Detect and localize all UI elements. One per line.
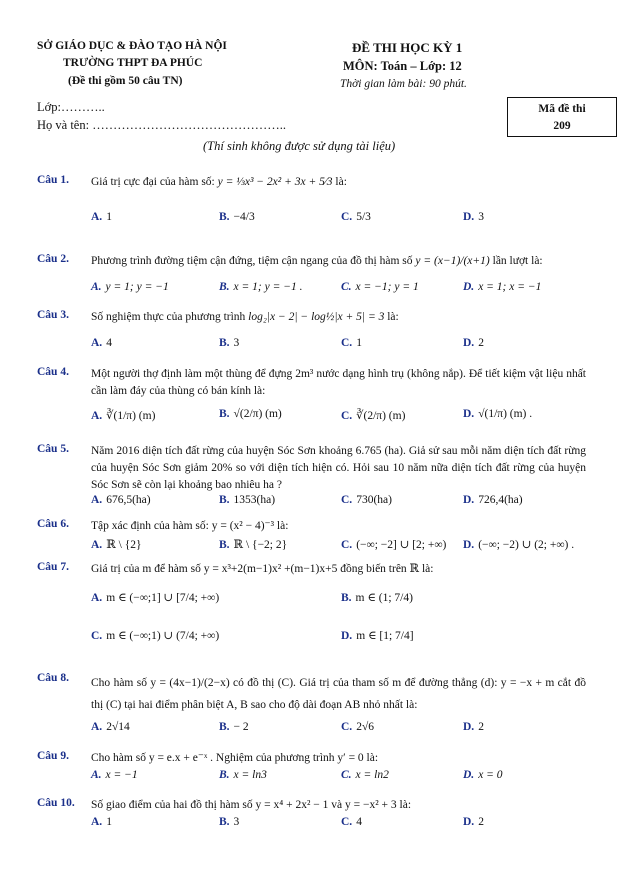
instruction: (Thí sinh không được sử dụng tài liệu) xyxy=(203,139,396,153)
option-value: 5/3 xyxy=(356,211,371,223)
option-value: x = 0 xyxy=(478,769,503,781)
option-a[interactable] xyxy=(91,494,151,506)
question-number: Câu 2. xyxy=(37,253,69,265)
option-letter: D. xyxy=(463,816,475,828)
option-value: x = 1; y = −1 . xyxy=(233,281,303,293)
question-text: Cho hàm số y = (4x−1)/(2−x) có đồ thị (C). Giá trị của tham số m để đường thẳng (d): y = −x + m cắt đồ thị (C) tại hai điểm phân biệt A, B sao cho độ dài đoạn AB nhỏ nhất là: xyxy=(91,677,586,711)
option-letter: C. xyxy=(91,630,103,642)
option-d[interactable] xyxy=(463,494,523,506)
option-value: √(2/π) (m) xyxy=(233,408,282,420)
option-value: 4 xyxy=(106,337,112,349)
option-a[interactable] xyxy=(91,408,155,422)
option-d[interactable] xyxy=(463,337,484,349)
option-value: 726,4(ha) xyxy=(478,494,523,506)
option-value: m ∈ [1; 7/4] xyxy=(356,630,414,642)
option-letter: B. xyxy=(219,337,230,349)
option-value: 2 xyxy=(478,816,484,828)
option-value: (−∞; −2) ∪ (2; +∞) . xyxy=(478,539,575,551)
option-letter: C. xyxy=(341,410,353,422)
option-c[interactable] xyxy=(341,816,362,828)
option-letter: B. xyxy=(219,408,230,420)
question-number: Câu 4. xyxy=(37,366,69,378)
question-number: Câu 8. xyxy=(37,672,69,684)
exam-title: ĐỀ THI HỌC KỲ 1 xyxy=(352,40,463,55)
option-letter: C. xyxy=(341,539,353,551)
question-number: Câu 10. xyxy=(37,797,75,809)
option-c[interactable] xyxy=(341,281,419,293)
exam-code-label: Mã đề thi xyxy=(538,103,586,115)
option-value: x = 1; x = −1 xyxy=(478,281,542,293)
name-label: Họ và tên: ……………………………………….. xyxy=(37,118,286,132)
option-d[interactable] xyxy=(463,816,484,828)
option-letter: D. xyxy=(463,769,475,781)
option-value: y = 1; y = −1 xyxy=(105,281,169,293)
option-c[interactable] xyxy=(341,769,389,781)
option-letter: B. xyxy=(219,539,230,551)
option-value: m ∈ (−∞;1) ∪ (7/4; +∞) xyxy=(106,630,220,642)
question-number: Câu 6. xyxy=(37,518,69,530)
option-value: −4/3 xyxy=(233,211,255,223)
option-letter: B. xyxy=(219,494,230,506)
option-d[interactable] xyxy=(463,537,574,551)
option-value: 1 xyxy=(106,816,112,828)
question-text: Tập xác định của hàm số: y = (x² − 4)⁻³ là: xyxy=(91,520,289,532)
question-number: Câu 1. xyxy=(37,174,69,186)
option-letter: C. xyxy=(341,494,353,506)
option-letter: A. xyxy=(91,539,103,551)
option-letter: C. xyxy=(341,721,353,733)
question-text: Cho hàm số y = e.x + e⁻ˣ . Nghiệm của phương trình y′ = 0 là: xyxy=(91,752,379,764)
option-value: 4 xyxy=(356,816,362,828)
option-b[interactable] xyxy=(219,408,282,420)
option-letter: A. xyxy=(91,592,103,604)
option-value: √(1/π) (m) . xyxy=(478,408,533,420)
option-letter: D. xyxy=(341,630,353,642)
option-value: 2 xyxy=(478,337,484,349)
option-letter: C. xyxy=(341,337,353,349)
option-letter: C. xyxy=(341,211,353,223)
option-a[interactable] xyxy=(91,721,130,733)
option-b[interactable] xyxy=(219,537,287,551)
option-letter: A. xyxy=(91,494,103,506)
option-letter: A. xyxy=(91,337,103,349)
question-number: Câu 3. xyxy=(37,309,69,321)
option-letter: C. xyxy=(341,769,352,781)
option-value: 1353(ha) xyxy=(233,494,276,506)
option-c[interactable] xyxy=(341,721,374,733)
question-formula: y = ⅓x³ − 2x² + 3x + 5⁄3 xyxy=(217,176,333,188)
option-d[interactable] xyxy=(463,211,484,223)
option-c[interactable] xyxy=(341,494,392,506)
option-letter: D. xyxy=(463,494,475,506)
option-value: x = ln2 xyxy=(355,769,389,781)
option-value: 2√6 xyxy=(356,721,374,733)
option-value: 2√14 xyxy=(106,721,130,733)
option-value: 1 xyxy=(356,337,362,349)
option-letter: B. xyxy=(219,769,230,781)
option-value: 1 xyxy=(106,211,112,223)
option-b[interactable] xyxy=(219,337,239,349)
option-b[interactable] xyxy=(219,211,255,223)
option-letter: D. xyxy=(463,721,475,733)
question-number: Câu 5. xyxy=(37,443,69,455)
option-letter: B. xyxy=(219,816,230,828)
option-letter: D. xyxy=(463,281,475,293)
option-letter: A. xyxy=(91,410,103,422)
option-c[interactable] xyxy=(341,337,362,349)
class-label: Lớp:……….. xyxy=(37,100,105,114)
question-text: Phương trình đường tiệm cận đứng, tiệm cận ngang của đồ thị hàm số y = (x−1)/(x+1) lần lượt là: xyxy=(91,255,543,267)
option-value: x = −1; y = 1 xyxy=(355,281,419,293)
option-c[interactable] xyxy=(91,628,219,642)
option-value: ℝ \ {−2; 2} xyxy=(233,539,288,551)
option-value: 3 xyxy=(233,816,240,828)
question-text: Giá trị cực đại của hàm số: y = ⅓x³ − 2x² + 3x + 5⁄3 là: xyxy=(91,176,347,188)
option-a[interactable] xyxy=(91,537,141,551)
option-letter: A. xyxy=(91,211,103,223)
option-d[interactable] xyxy=(341,628,414,642)
option-value: x = ln3 xyxy=(233,769,267,781)
option-b[interactable] xyxy=(219,721,249,733)
option-a[interactable] xyxy=(91,816,112,828)
option-value: (−∞; −2] ∪ [2; +∞) xyxy=(356,539,447,551)
option-b[interactable] xyxy=(219,281,303,293)
option-letter: A. xyxy=(91,721,103,733)
option-b[interactable] xyxy=(219,494,275,506)
option-value: ∛(1/π) (m) xyxy=(106,410,156,422)
question-text: Một người thợ định làm một thùng để đựng 2m³ nước dạng hình trụ (không nắp). Để tiết kiệm vật liệu nhất cần làm đáy của thùng có bán kính là: xyxy=(91,368,586,397)
option-value: 676,5(ha) xyxy=(106,494,151,506)
option-a[interactable] xyxy=(91,211,112,223)
option-b[interactable] xyxy=(219,769,267,781)
option-value: m ∈ (1; 7/4) xyxy=(355,592,413,604)
option-letter: B. xyxy=(219,281,230,293)
dept-name: SỞ GIÁO DỤC & ĐÀO TẠO HÀ NỘI xyxy=(37,40,227,52)
option-letter: A. xyxy=(91,816,103,828)
exam-subject: MÔN: Toán – Lớp: 12 xyxy=(343,59,462,73)
option-a[interactable] xyxy=(91,337,112,349)
option-d[interactable] xyxy=(463,281,541,293)
option-letter: D. xyxy=(463,337,475,349)
exam-duration: Thời gian làm bài: 90 phút. xyxy=(340,78,467,90)
question-text: Số giao điểm của hai đồ thị hàm số y = x⁴ + 2x² − 1 và y = −x² + 3 là: xyxy=(91,799,412,811)
option-letter: B. xyxy=(219,211,230,223)
option-letter: C. xyxy=(341,281,352,293)
option-d[interactable] xyxy=(463,769,503,781)
option-c[interactable] xyxy=(341,537,446,551)
option-value: ∛(2/π) (m) xyxy=(356,410,406,422)
school-name: TRƯỜNG THPT ĐA PHÚC xyxy=(63,57,203,69)
option-c[interactable] xyxy=(341,408,405,422)
option-value: − 2 xyxy=(233,721,249,733)
option-a[interactable] xyxy=(91,281,169,293)
option-letter: D. xyxy=(463,539,475,551)
option-value: 2 xyxy=(478,721,484,733)
question-formula: y = (x−1)/(x+1) xyxy=(415,255,490,267)
option-b[interactable] xyxy=(219,816,239,828)
option-letter: B. xyxy=(219,721,230,733)
option-c[interactable] xyxy=(341,211,371,223)
question-text: Số nghiệm thực của phương trình log₂|x − 2| − log½|x + 5| = 3 là: xyxy=(91,311,399,323)
option-d[interactable] xyxy=(463,408,532,420)
exam-note: (Đề thi gồm 50 câu TN) xyxy=(68,75,183,87)
question-number: Câu 7. xyxy=(37,561,69,573)
option-value: 730(ha) xyxy=(356,494,392,506)
option-letter: C. xyxy=(341,816,353,828)
option-d[interactable] xyxy=(463,721,484,733)
question-formula: log₂|x − 2| − log½|x + 5| = 3 xyxy=(248,311,385,323)
option-value: 3 xyxy=(478,211,484,223)
exam-code-box xyxy=(507,97,617,137)
option-b[interactable] xyxy=(341,590,413,604)
option-value: x = −1 xyxy=(105,769,138,781)
question-text: Giá trị của m để hàm số y = x³+2(m−1)x² +(m−1)x+5 đồng biến trên ℝ là: xyxy=(91,563,434,575)
option-value: m ∈ (−∞;1] ∪ [7/4; +∞) xyxy=(106,592,220,604)
question-number: Câu 9. xyxy=(37,750,69,762)
option-letter: D. xyxy=(463,211,475,223)
option-letter: B. xyxy=(341,592,352,604)
option-a[interactable] xyxy=(91,590,219,604)
exam-code-value: 209 xyxy=(553,120,571,132)
option-a[interactable] xyxy=(91,769,138,781)
option-letter: A. xyxy=(91,769,102,781)
question-text: Năm 2016 diện tích đất rừng của huyện Sóc Sơn khoảng 6.765 (ha). Giả sử sau mỗi năm diện tích đất rừng của huyện Sóc Sơn giảm 20% so với diện tích hiện có. Hỏi sau 10 năm nữa diện tích đất rừng của huyện Sóc Sơn sẽ còn lại khoảng bao nhiêu ha ? xyxy=(91,445,586,491)
option-value: 3 xyxy=(233,337,240,349)
option-letter: D. xyxy=(463,408,475,420)
option-letter: A. xyxy=(91,281,102,293)
option-value: ℝ \ {2} xyxy=(106,539,142,551)
